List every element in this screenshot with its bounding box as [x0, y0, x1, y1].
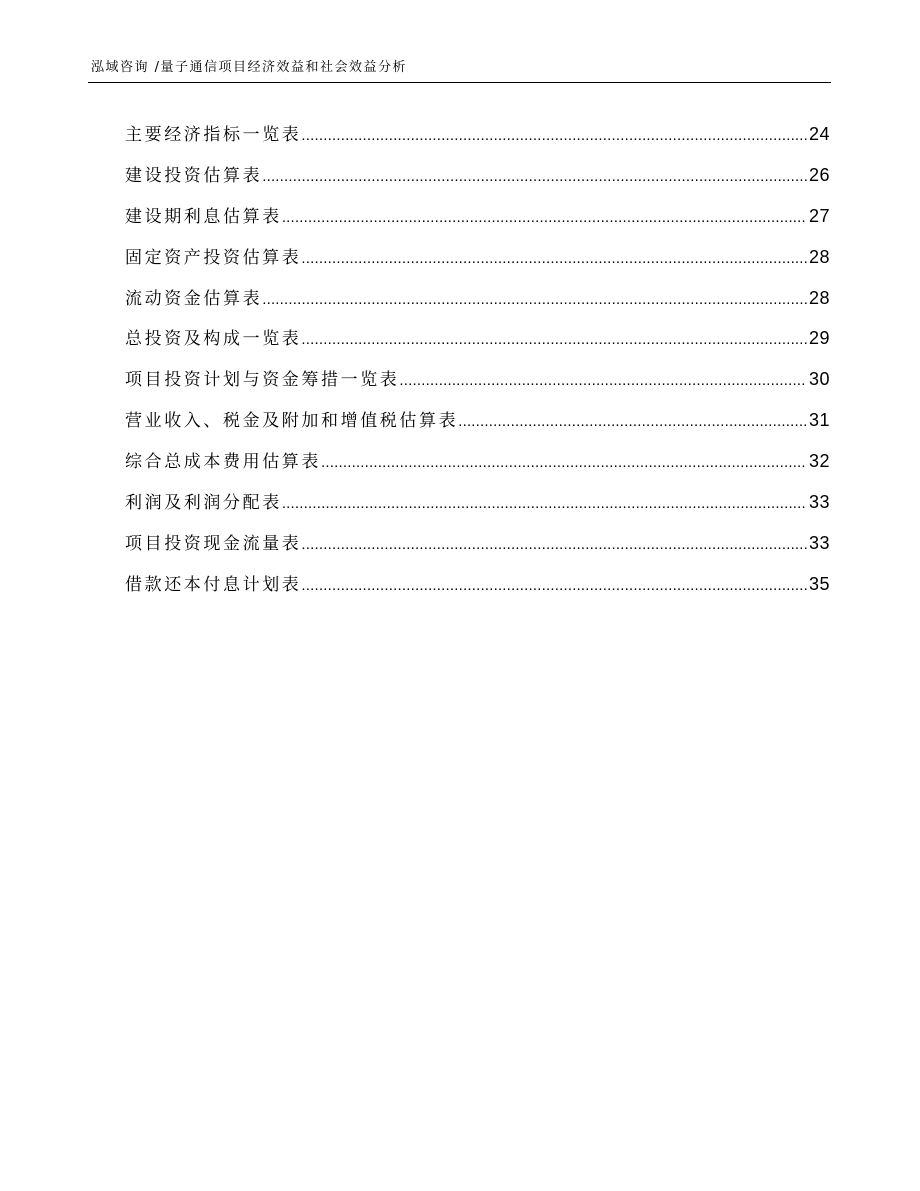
toc-item-label: 利润及利润分配表 [125, 493, 282, 514]
toc-item[interactable] [125, 529, 830, 570]
toc-item-page: 28 [808, 287, 830, 308]
toc-item[interactable] [125, 406, 830, 447]
toc-item-page: 33 [808, 492, 830, 513]
toc-item-label: 主要经济指标一览表 [125, 125, 302, 145]
toc-leader [301, 536, 807, 553]
toc-leader [301, 331, 807, 348]
toc-item-page: 24 [808, 124, 830, 144]
toc-item-page: 29 [808, 328, 830, 349]
page-header: 泓域咨询 /量子通信项目经济效益和社会效益分析 [91, 60, 408, 75]
toc-leader [301, 127, 807, 144]
toc-leader [458, 413, 807, 430]
toc-leader [301, 577, 807, 594]
toc-item-page: 31 [808, 410, 830, 431]
toc-item[interactable] [125, 570, 830, 611]
toc-item[interactable] [125, 447, 830, 488]
toc-item[interactable] [125, 365, 830, 406]
toc-item-label: 流动资金估算表 [125, 288, 263, 309]
table-of-contents [125, 120, 830, 611]
toc-leader [282, 209, 807, 226]
header-rule [88, 82, 831, 83]
toc-item-page: 33 [808, 532, 830, 553]
toc-item[interactable] [125, 488, 830, 529]
toc-item-page: 32 [808, 451, 830, 472]
toc-item-page: 26 [808, 164, 830, 185]
toc-leader [321, 454, 807, 471]
toc-leader [262, 168, 807, 185]
toc-item[interactable] [125, 324, 830, 365]
toc-item-label: 营业收入、税金及附加和增值税估算表 [125, 411, 459, 432]
toc-leader [301, 250, 807, 267]
toc-leader [399, 372, 807, 389]
toc-item-page: 27 [808, 205, 830, 226]
toc-item[interactable] [125, 202, 830, 243]
toc-item[interactable] [125, 161, 830, 202]
toc-item-label: 综合总成本费用估算表 [125, 452, 321, 473]
toc-leader [282, 495, 807, 512]
toc-item-page: 35 [808, 573, 830, 594]
toc-item-page: 30 [808, 369, 830, 390]
toc-item-page: 28 [808, 246, 830, 267]
toc-item[interactable] [125, 120, 830, 161]
toc-item-label: 建设期利息估算表 [125, 206, 282, 227]
toc-item-label: 项目投资现金流量表 [125, 533, 302, 554]
toc-item[interactable] [125, 243, 830, 284]
toc-item[interactable] [125, 284, 830, 325]
toc-item-label: 建设投资估算表 [125, 165, 263, 186]
toc-leader [262, 291, 807, 308]
toc-item-label: 项目投资计划与资金筹措一览表 [125, 370, 400, 391]
toc-item-label: 总投资及构成一览表 [125, 329, 302, 350]
toc-item-label: 借款还本付息计划表 [125, 574, 302, 595]
toc-item-label: 固定资产投资估算表 [125, 247, 302, 268]
